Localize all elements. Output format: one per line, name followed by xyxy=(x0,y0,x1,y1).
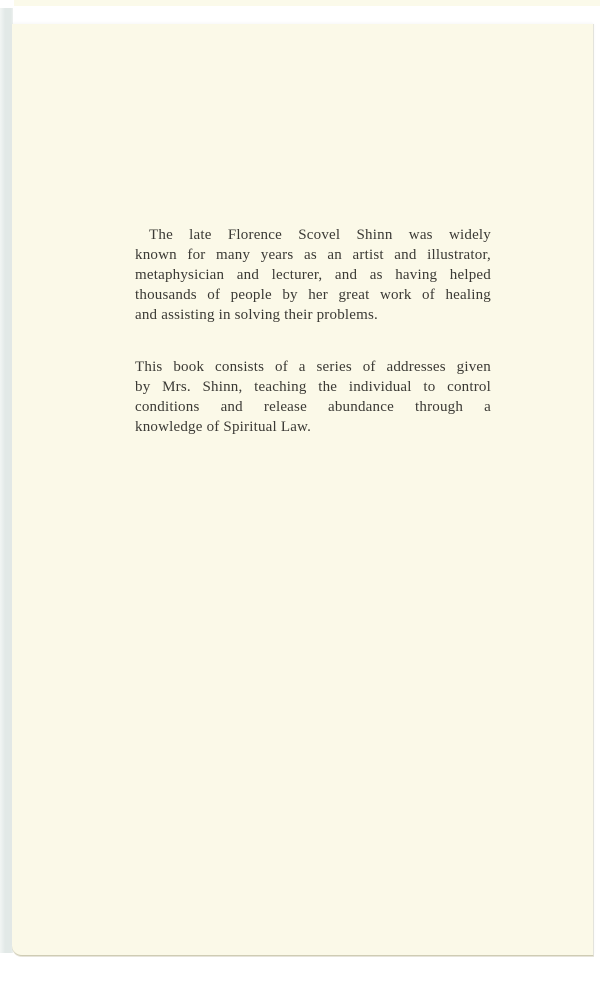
text-block xyxy=(135,225,491,437)
text-line: knowledge of Spiritual Law. xyxy=(135,419,312,435)
text-line: by Mrs. Shinn, teaching the individual to control xyxy=(135,379,491,395)
text-line: known for many years as an artist and illustrator, xyxy=(135,247,491,263)
text-line: metaphysician and lecturer, and as having helped xyxy=(135,267,491,283)
text-line: and assisting in solving their problems. xyxy=(135,307,378,323)
text-line: The late Florence Scovel Shinn was widely xyxy=(149,227,491,243)
text-line: conditions and release abundance through a xyxy=(135,399,491,415)
text-line: This book consists of a series of addresses given xyxy=(135,359,491,375)
text-line: thousands of people by her great work of healing xyxy=(135,287,491,303)
book-page xyxy=(12,24,594,956)
paragraph-author xyxy=(135,225,491,325)
paragraph-book xyxy=(135,357,491,437)
page-top-edge-sliver xyxy=(14,0,600,6)
